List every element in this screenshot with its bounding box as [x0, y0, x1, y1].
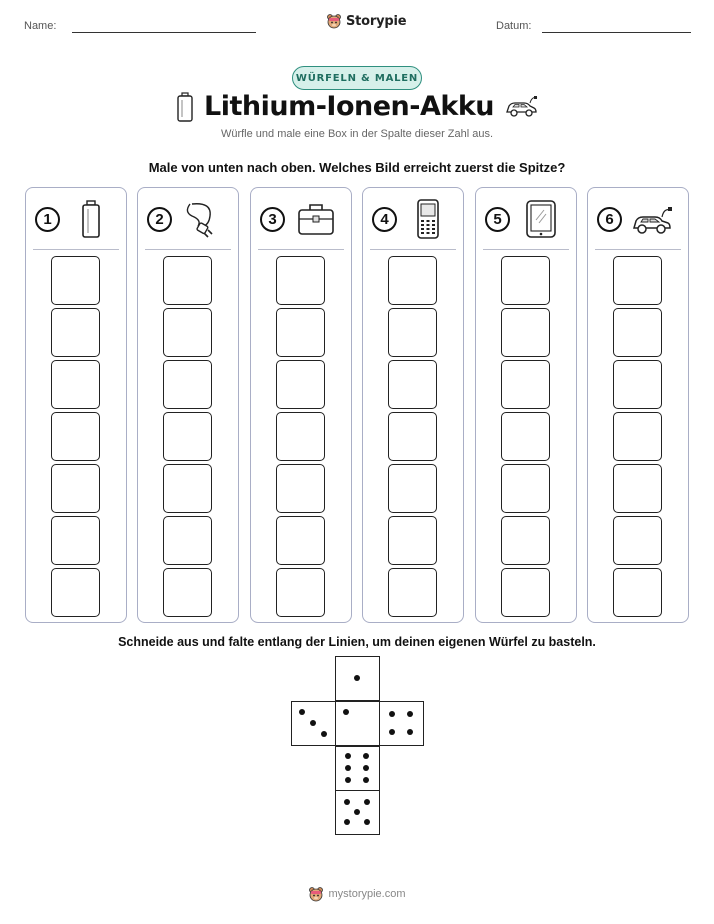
die-face-5: [335, 790, 380, 835]
column-number: 6: [597, 207, 622, 232]
pip: [344, 799, 350, 805]
column-number: 3: [260, 207, 285, 232]
color-box[interactable]: [388, 360, 437, 409]
color-box[interactable]: [501, 568, 550, 617]
tablet-icon: [520, 198, 562, 240]
column-divider: [145, 249, 231, 250]
color-box[interactable]: [501, 360, 550, 409]
pip: [407, 729, 413, 735]
pip: [299, 709, 305, 715]
column-4: [362, 187, 464, 623]
color-box[interactable]: [501, 516, 550, 565]
column-3: [250, 187, 352, 623]
color-box[interactable]: [51, 568, 100, 617]
pip: [354, 809, 360, 815]
color-box[interactable]: [613, 308, 662, 357]
color-box[interactable]: [276, 412, 325, 461]
color-box[interactable]: [388, 516, 437, 565]
die-face-1-center: [335, 701, 380, 746]
pip: [345, 777, 351, 783]
pip: [363, 765, 369, 771]
pip: [354, 675, 360, 681]
color-box[interactable]: [276, 308, 325, 357]
color-box[interactable]: [613, 412, 662, 461]
column-number: 1: [35, 207, 60, 232]
color-box[interactable]: [501, 464, 550, 513]
color-box[interactable]: [51, 256, 100, 305]
column-6: [587, 187, 689, 623]
charging-cable-icon: [182, 198, 224, 240]
color-box[interactable]: [163, 308, 212, 357]
pip: [363, 777, 369, 783]
color-box[interactable]: [276, 464, 325, 513]
color-box[interactable]: [388, 568, 437, 617]
color-box[interactable]: [388, 412, 437, 461]
color-box[interactable]: [388, 308, 437, 357]
name-line[interactable]: [72, 32, 256, 33]
color-box[interactable]: [51, 360, 100, 409]
color-box[interactable]: [51, 308, 100, 357]
pip: [407, 711, 413, 717]
electric-car-icon: [504, 94, 538, 120]
color-box[interactable]: [163, 412, 212, 461]
color-box[interactable]: [163, 256, 212, 305]
color-box[interactable]: [276, 360, 325, 409]
name-label: Name:: [24, 20, 57, 32]
footer: [0, 886, 714, 902]
date-label: Datum:: [496, 20, 532, 32]
color-box[interactable]: [163, 516, 212, 565]
pip: [363, 753, 369, 759]
cut-instruction: Schneide aus und falte entlang der Linien, um deinen eigenen Würfel zu basteln.: [118, 635, 596, 649]
pip: [345, 765, 351, 771]
color-box[interactable]: [501, 308, 550, 357]
activity-badge: WÜRFELN & MALEN: [292, 66, 422, 90]
color-box[interactable]: [276, 516, 325, 565]
pip: [389, 711, 395, 717]
die-face-3: [291, 701, 336, 746]
mobile-phone-icon: [407, 198, 449, 240]
column-2: [137, 187, 239, 623]
pip: [344, 819, 350, 825]
instruction: Male von unten nach oben. Welches Bild erreicht zuerst die Spitze?: [148, 160, 566, 175]
brand-logo: [326, 13, 406, 29]
bear-mascot-icon: [308, 886, 324, 902]
pip: [321, 731, 327, 737]
pip: [343, 709, 349, 715]
color-box[interactable]: [388, 256, 437, 305]
column-1: [25, 187, 127, 623]
column-number: 2: [147, 207, 172, 232]
column-5: [475, 187, 577, 623]
color-box[interactable]: [51, 412, 100, 461]
color-box[interactable]: [163, 464, 212, 513]
color-box[interactable]: [613, 568, 662, 617]
subtitle: Würfle und male eine Box in der Spalte dieser Zahl aus.: [220, 128, 494, 140]
color-box[interactable]: [613, 256, 662, 305]
pip: [310, 720, 316, 726]
battery-icon: [70, 198, 112, 240]
date-line[interactable]: [542, 32, 691, 33]
brand-name: Storypie: [346, 13, 407, 29]
color-box[interactable]: [501, 256, 550, 305]
color-box[interactable]: [163, 568, 212, 617]
color-box[interactable]: [613, 360, 662, 409]
column-divider: [483, 249, 569, 250]
column-divider: [370, 249, 456, 250]
pip: [389, 729, 395, 735]
color-box[interactable]: [51, 464, 100, 513]
page-title: Lithium-Ionen-Akku: [204, 91, 494, 122]
title-row: [0, 91, 714, 122]
color-box[interactable]: [276, 256, 325, 305]
column-number: 5: [485, 207, 510, 232]
color-box[interactable]: [163, 360, 212, 409]
color-box[interactable]: [501, 412, 550, 461]
footer-url: mystorypie.com: [328, 888, 406, 900]
toolbox-icon: [295, 198, 337, 240]
bear-mascot-icon: [326, 13, 342, 29]
color-box[interactable]: [613, 516, 662, 565]
die-face-1: [335, 656, 380, 701]
column-divider: [33, 249, 119, 250]
color-box[interactable]: [613, 464, 662, 513]
pip: [364, 799, 370, 805]
color-box[interactable]: [51, 516, 100, 565]
column-divider: [595, 249, 681, 250]
pip: [364, 819, 370, 825]
electric-car-icon: [632, 198, 674, 240]
die-face-6: [335, 746, 380, 791]
pip: [345, 753, 351, 759]
column-number: 4: [372, 207, 397, 232]
die-face-4: [379, 701, 424, 746]
battery-icon: [176, 92, 194, 122]
color-box[interactable]: [388, 464, 437, 513]
column-divider: [258, 249, 344, 250]
color-box[interactable]: [276, 568, 325, 617]
